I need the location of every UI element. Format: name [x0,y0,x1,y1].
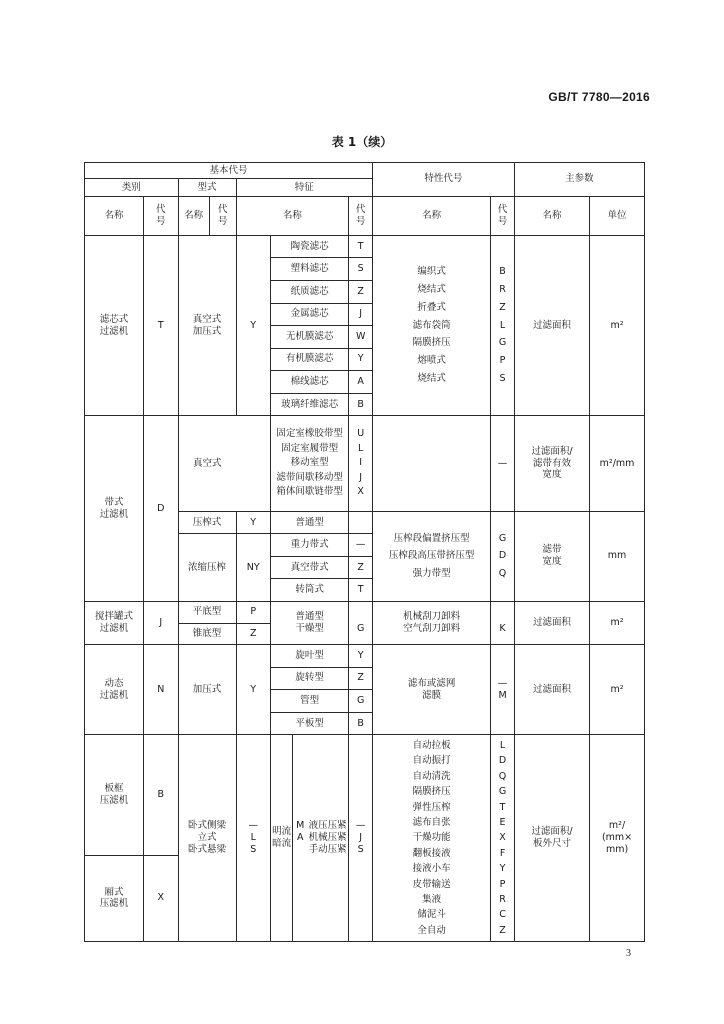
type-header: 型式 [178,179,236,196]
feature-name: 塑料滤芯 [270,258,348,281]
param-unit: mm [590,511,645,601]
type-cartridge: 真空式 加压式 [178,235,236,416]
property-code-list: B R Z L G P S [491,235,515,416]
param-unit: m² [590,235,645,416]
type-concentration: 浓缩压榨 [178,534,236,602]
name-header: 名称 [514,196,589,235]
feature-list: 固定室橡胶带型 固定室履带型 移动室型 滤带间歇移动型 箱体间歇链带型 [270,416,348,511]
type-press-code: Y [236,511,270,534]
feature-name: 玻璃纤维滤芯 [270,393,348,416]
category-cartridge-code: T [144,235,178,416]
code-header: 代 号 [209,196,236,235]
property-code: — [491,416,515,511]
type-concentration-code: NY [236,534,270,602]
press-list: M A 液压压紧 机械压紧 手动压紧 [293,735,349,942]
feature-code: T [349,235,373,258]
feature-name: 平板型 [270,712,348,735]
feature-code: Y [349,348,373,371]
type-cartridge-code: Y [236,235,270,416]
feature-name: 纸质滤芯 [270,280,348,303]
name-header: 名称 [178,196,209,235]
param-unit: m²/ (mm× mm) [590,735,645,942]
type-name: 加压式 [178,645,236,735]
feature-code: T [349,579,373,602]
type-code: Y [236,645,270,735]
type-name: 平底型 [178,601,236,623]
basic-code-header: 基本代号 [85,163,373,179]
feature-code: Z [349,280,373,303]
property-list: 自动拉板 自动振打 自动清洗 隔膜挤压 弹性压榨 滤布自张 干燥功能 翻板接液 接液小车 皮带输送 集液 储泥斗 全自动 [373,735,491,942]
property-list: 压榨段偏置挤压型 压榨段高压带挤压型 强力带型 [373,511,491,601]
property-code: K [491,601,515,644]
type-code: P [236,601,270,623]
category-chamber-code: X [144,855,178,941]
param-unit: m²/mm [590,416,645,511]
page-number: 3 [626,948,631,959]
param-name: 过滤面积 [514,601,589,644]
feature-header: 特征 [236,179,372,196]
category-chamber: 厢式 压滤机 [85,855,144,941]
feature-code: J [349,303,373,326]
type-vacuum: 真空式 [178,416,236,511]
feature-code: S [349,258,373,281]
param-name: 滤带 宽度 [514,511,589,601]
category-header: 类别 [85,179,179,196]
unit-header: 单位 [590,196,645,235]
category-belt: 带式 过滤机 [85,416,144,602]
param-name: 过滤面积/ 滤带有效 宽度 [514,416,589,511]
property-code-list: G D Q [491,511,515,601]
code-header: 代 号 [491,196,515,235]
category-stirred: 搅拌罐式 过滤机 [85,601,144,644]
type-code: Z [236,623,270,645]
type-press: 压榨式 [178,511,236,534]
feature-code: Y [349,645,373,668]
property-code-list: L D Q G T E X F Y P R C Z [491,735,515,942]
feature-code: A [349,371,373,394]
flow-list: 明流 暗流 [270,735,293,942]
type-code-list: — L S [236,735,270,942]
property-list: 机械刮刀卸料 空气刮刀卸料 [373,601,491,644]
filter-model-table [84,162,645,942]
feature-code: Z [349,556,373,579]
category-stirred-code: J [144,601,178,644]
feature-code-list: U L I J X [349,416,373,511]
feature-name: 棉线滤芯 [270,371,348,394]
param-name: 过滤面积 [514,235,589,416]
type-list: 卧式侧梁 立式 卧式悬梁 [178,735,236,942]
feature-name: 无机膜滤芯 [270,326,348,349]
param-unit: m² [590,601,645,644]
param-name: 过滤面积 [514,645,589,735]
feature-name: 旋转型 [270,667,348,690]
feature-code: Z [349,667,373,690]
feature-name: 转筒式 [270,579,348,602]
property-list: 滤布或滤网 滤膜 [373,645,491,735]
name-header: 名称 [373,196,491,235]
property-list: 编织式 烧结式 折叠式 滤布袋筒 隔膜挤压 熔喷式 烧结式 [373,235,491,416]
feature-code: G [349,601,373,644]
feature-name: 普通型 [270,511,348,534]
feature-name: 金属滤芯 [270,303,348,326]
feature-code: G [349,690,373,713]
table-caption: 表 1（续） [331,135,393,149]
param-name: 过滤面积/ 板外尺寸 [514,735,589,942]
feature-name: 真空带式 [270,556,348,579]
category-dynamic: 动态 过滤机 [85,645,144,735]
feature-name: 陶瓷滤芯 [270,235,348,258]
code-header: 代 号 [349,196,373,235]
category-belt-code: D [144,416,178,602]
category-cartridge: 滤芯式 过滤机 [85,235,144,416]
category-plate-frame-code: B [144,735,178,856]
name-header: 名称 [236,196,349,235]
property-empty [373,416,491,511]
property-code-list: — M [491,645,515,735]
press-code-list: — J S [349,735,373,942]
feature-code: — [349,534,373,557]
code-header: 代 号 [144,196,178,235]
type-name: 锥底型 [178,623,236,645]
param-unit: m² [590,645,645,735]
category-dynamic-code: N [144,645,178,735]
category-plate-frame: 板框 压滤机 [85,735,144,856]
feature-name: 旋叶型 [270,645,348,668]
feature-code: B [349,393,373,416]
feature-code: B [349,712,373,735]
name-header: 名称 [85,196,144,235]
feature-code [349,511,373,534]
feature-name: 有机膜滤芯 [270,348,348,371]
feature-code: W [349,326,373,349]
feature-name: 重力带式 [270,534,348,557]
main-param-header: 主参数 [514,163,644,197]
standard-number: GB/T 7780—2016 [548,90,650,104]
feature-list: 普通型 干燥型 [270,601,348,644]
property-code-header: 特性代号 [373,163,515,197]
type-vacuum-code [236,416,270,511]
feature-name: 管型 [270,690,348,713]
